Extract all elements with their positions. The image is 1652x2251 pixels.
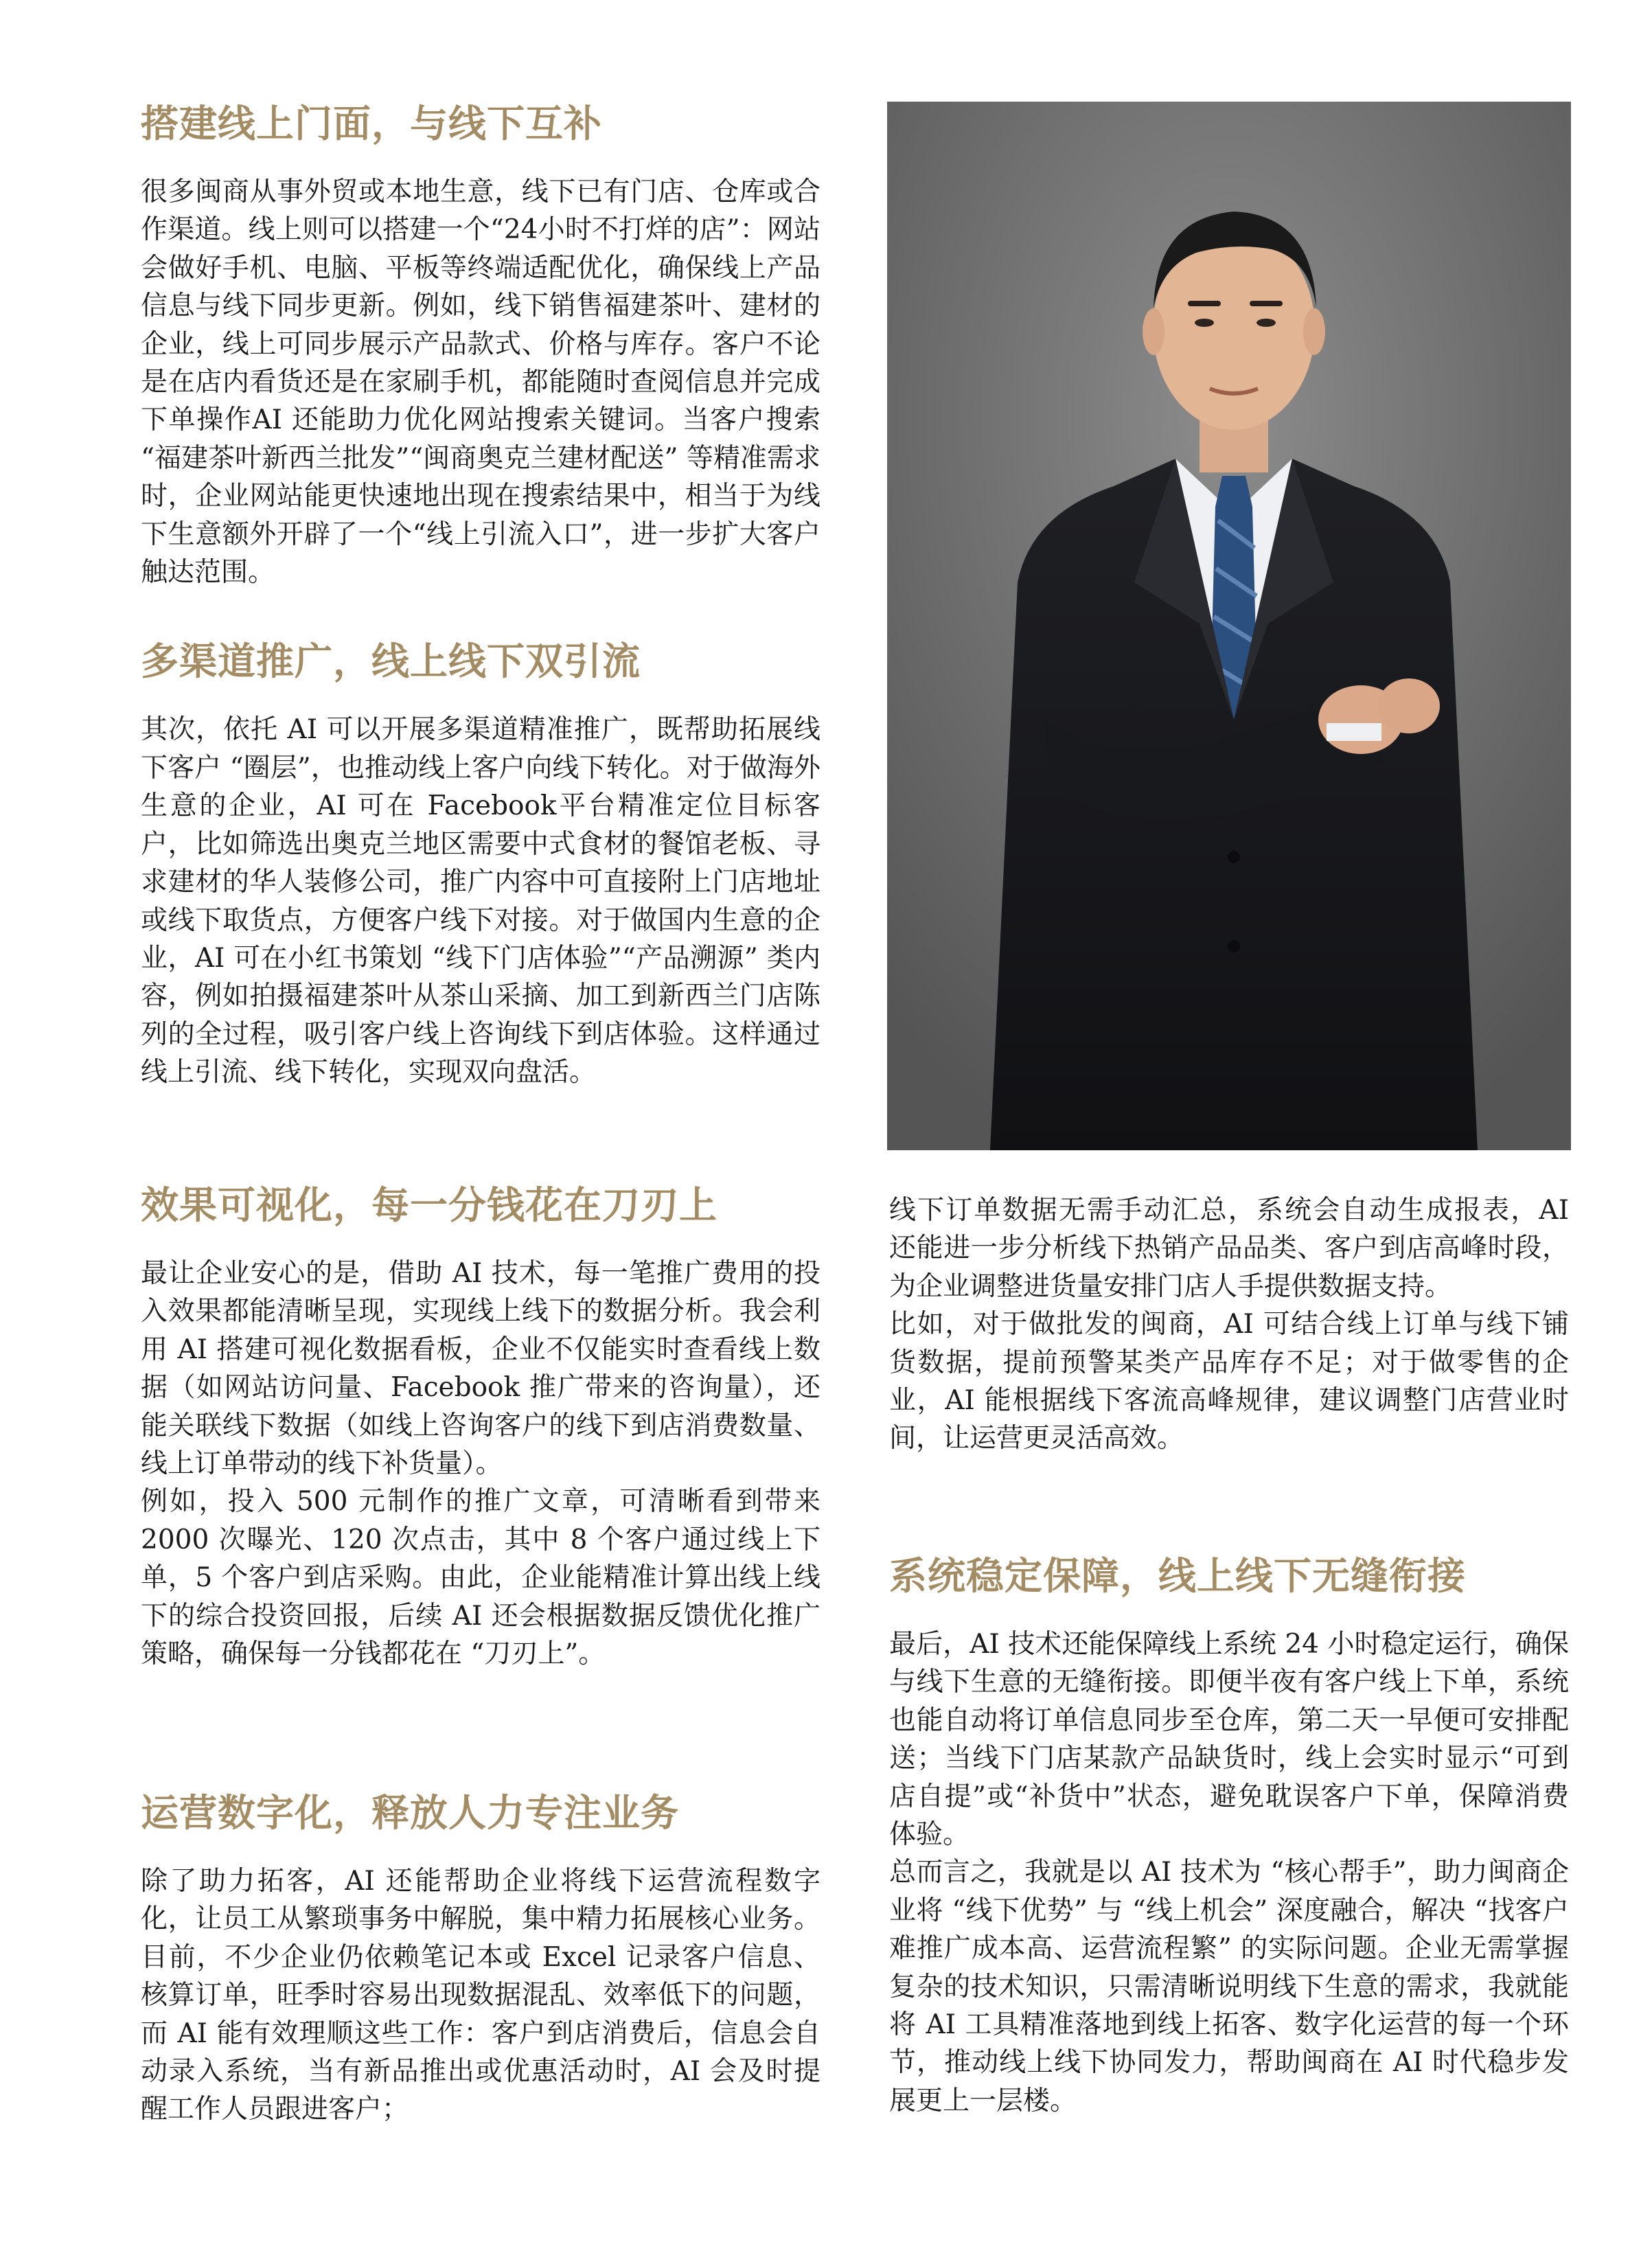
section-heading: 多渠道推广，线上线下双引流 [141, 639, 641, 684]
section-heading: 搭建线上门面，与线下互补 [141, 101, 603, 146]
continuation-paragraph-2: 比如，对于做批发的闽商，AI 可结合线上订单与线下铺货数据，提前预警某类产品库存不足；对于做零售的企业，AI 能根据线下客流高峰规律，建议调整门店营业时间，让运营更灵活高效。 [889, 1309, 1569, 1454]
left-column-top [141, 96, 821, 1134]
continuation-paragraph-1: 线下订单数据无需手动汇总，系统会自动生成报表，AI 还能进一步分析线下热销产品品类、客户到店高峰时段，为企业调整进货量安排门店人手提供数据支持。 [889, 1195, 1569, 1302]
section-body-paragraph-2: 总而言之，我就是以 AI 技术为 “核心帮手”，助力闽商企业将 “线下优势” 与 “线上机会” 深度融合，解决 “找客户难推广成本高、运营流程繁” 的实际问题。企业无需掌握复杂的技术知识，只需清晰说明线下生意的需求，我就能将 AI 工具精准落地到线上拓客、数字化运营的每一个环节，推动线上线下协同发力，帮助闽商在 AI 时代稳步发展更上一层楼。 [889, 1857, 1569, 2116]
right-column-continuation [889, 1191, 1569, 1458]
section-online-storefront [141, 96, 821, 591]
section-system-stability [889, 1549, 1569, 2120]
section-body-paragraph-2: 例如，投入 500 元制作的推广文章，可清晰看到带来 2000 次曝光、120 次点击，其中 8 个客户通过线上下单，5 个客户到店采购。由此，企业能精准计算出线上线下的综合投资回报，后续 AI 还会根据数据反馈优化推广策略，确保每一分钱都花在 “刀刃上”。 [141, 1486, 821, 1670]
section-heading: 运营数字化，释放人力专注业务 [141, 1790, 680, 1835]
section-visualized-results [141, 1178, 821, 1673]
section-heading: 系统稳定保障，线上线下无缝衔接 [889, 1553, 1467, 1598]
section-body-paragraph-1: 最让企业安心的是，借助 AI 技术，每一笔推广费用的投入效果都能清晰呈现，实现线上线下的数据分析。我会利用 AI 搭建可视化数据看板，企业不仅能实时查看线上数据（如网站访问量、Facebook 推广带来的咨询量），还能关联线下数据（如线上咨询客户的线下到店消费数量、线上订单带动的线下补货量）。 [141, 1258, 821, 1480]
portrait-illustration [887, 102, 1571, 1150]
section-body: 其次，依托 AI 可以开展多渠道精准推广，既帮助拓展线下客户 “圈层”，也推动线上客户向线下转化。对于做海外生意的企业，AI 可在 Facebook平台精准定位目标客户，比如筛选出奥克兰地区需要中式食材的餐馆老板、寻求建材的华人装修公司，推广内容中可直接附上门店地址或线下取货点，方便客户线下对接。对于做国内生意的企业，AI 可在小红书策划 “线下门店体验”“产品溯源” 类内容，例如拍摄福建茶叶从茶山采摘、加工到新西兰门店陈列的全过程，吸引客户线上咨询线下到店体验。这样通过线上引流、线下转化，实现双向盘活。 [141, 714, 821, 1088]
section-multichannel-promotion [141, 634, 821, 1091]
section-body-paragraph-1: 最后，AI 技术还能保障线上系统 24 小时稳定运行，确保与线下生意的无缝衔接。即便半夜有客户线上下单，系统也能自动将订单信息同步至仓库，第二天一早便可安排配送；当线下门店某款产品缺货时，线上会实时显示“可到店自提”或“补货中”状态，避免耽误客户下单，保障消费体验。 [889, 1629, 1569, 1851]
section-body: 除了助力拓客，AI 还能帮助企业将线下运营流程数字化，让员工从繁琐事务中解脱，集中精力拓展核心业务。目前，不少企业仍依赖笔记本或 Excel 记录客户信息、核算订单，旺季时容易出现数据混乱、效率低下的问题，而 AI 能有效理顺这些工作：客户到店消费后，信息会自动录入系统，当有新品推出或优惠活动时，AI 会及时提醒工作人员跟进客户； [141, 1866, 821, 2125]
section-heading: 效果可视化，每一分钱花在刀刃上 [141, 1182, 718, 1227]
section-body: 很多闽商从事外贸或本地生意，线下已有门店、仓库或合作渠道。线上则可以搭建一个“24小时不打烊的店”：网站会做好手机、电脑、平板等终端适配优化，确保线上产品信息与线下同步更新。例如，线下销售福建茶叶、建材的企业，线上可同步展示产品款式、价格与库存。客户不论是在店内看货还是在家刷手机，都能随时查阅信息并完成下单操作AI 还能助力优化网站搜索关键词。当客户搜索 “福建茶叶新西兰批发”“闽商奥克兰建材配送” 等精准需求时，企业网站能更快速地出现在搜索结果中，相当于为线下生意额外开辟了一个“线上引流入口”，进一步扩大客户触达范围。 [141, 176, 821, 589]
portrait-photo [887, 102, 1571, 1150]
section-digital-operations [141, 1785, 821, 2129]
